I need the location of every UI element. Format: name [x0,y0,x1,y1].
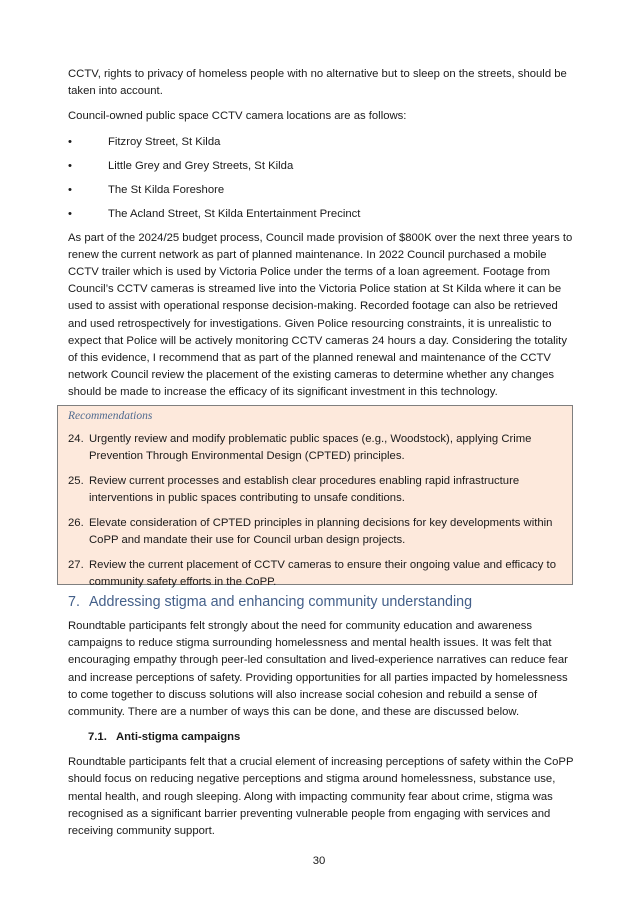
cctv-locations-list [68,134,574,223]
bullet-icon: • [68,159,72,172]
list-item: • Little Grey and Grey Streets, St Kilda [68,158,574,175]
recommendations-list [68,431,562,591]
list-item: • The St Kilda Foreshore [68,182,574,199]
list-item: • The Acland Street, St Kilda Entertainment Precinct [68,206,574,223]
page-number: 30 [312,855,326,867]
recommendation-item: 24. Urgently review and modify problematic public spaces (e.g., Woodstock), applying Crime Prevention Through Environmental Design (CPTED) principles. [68,433,532,462]
subsection-7-1-heading: 7.1. Anti-stigma campaigns [88,731,241,744]
section-7-body [68,618,574,848]
budget-paragraph: As part of the 2024/25 budget process, Council made provision of $800K over the next three years to renew the current network as part of planned maintenance. In 2022 Council purchased a mobile CCTV trailer which is used by Victoria Police under the terms of a loan agreement. Footage from Council’s CCTV cameras is streamed live into the Victoria Police station at St Kilda where it can be used to assist with operational response decision-making. Recorded footage can also be retrieved and used retrospectively for investigations. Given Police resourcing constraints, it is unrealistic to expect that Police will be actively monitoring CCTV cameras 24 hours a day. Considering the totality of this evidence, I recommend that as part of the planned renewal and maintenance of the CCTV network Council review the placement of the existing cameras to determine whether any changes should be made to increase the efficacy of its significant investment in this technology. [68,231,573,399]
recommendations-title: Recommendations [68,410,153,422]
recommendation-item: 26. Elevate consideration of CPTED principles in planning decisions for key developments within CoPP and mandate their use for Council urban design projects. [68,517,553,546]
intro-paragraph-locations: Council-owned public space CCTV camera locations are as follows: [68,110,407,123]
subsection-7-1-paragraph: Roundtable participants felt that a crucial element of increasing perceptions of safety within the CoPP should focus on reducing negative perceptions and stigma around homelessness, substance use, mental health, and rough sleeping. Along with impacting community fear about crime, stigma was recognised as a significant barrier preventing vulnerable people from engaging with services and receiving community support. [68,756,574,838]
recommendations-box [57,405,573,588]
section-7-paragraph: Roundtable participants felt strongly about the need for community education and awareness campaigns to reduce stigma surrounding homelessness and mental health issues. It was felt that encouraging empathy through peer-led consultation and lived-experience narratives can reduce fear and increase perceptions of safety. Providing opportunities for all parties impacted by homelessness to come together to discuss solutions will also increase social cohesion and rebuild a sense of community. There are a number of ways this can be done, and these are discussed below. [68,620,568,719]
bullet-icon: • [68,135,72,148]
section-7-heading: 7. Addressing stigma and enhancing community understanding [68,594,473,610]
recommendation-item: 25. Review current processes and establish clear procedures enabling rapid infrastructure interventions in public spaces contributing to unsafe conditions. [68,475,520,504]
bullet-icon: • [68,183,72,196]
intro-paragraph-privacy: CCTV, rights to privacy of homeless people with no alternative but to sleep on the streets, should be taken into account. [68,68,567,98]
bullet-icon: • [68,207,72,220]
list-item: • Fitzroy Street, St Kilda [68,134,574,151]
recommendation-item: 27. Review the current placement of CCTV cameras to ensure their ongoing value and efficacy to community safety efforts in the CoPP. [68,559,556,588]
document-body [68,66,574,410]
